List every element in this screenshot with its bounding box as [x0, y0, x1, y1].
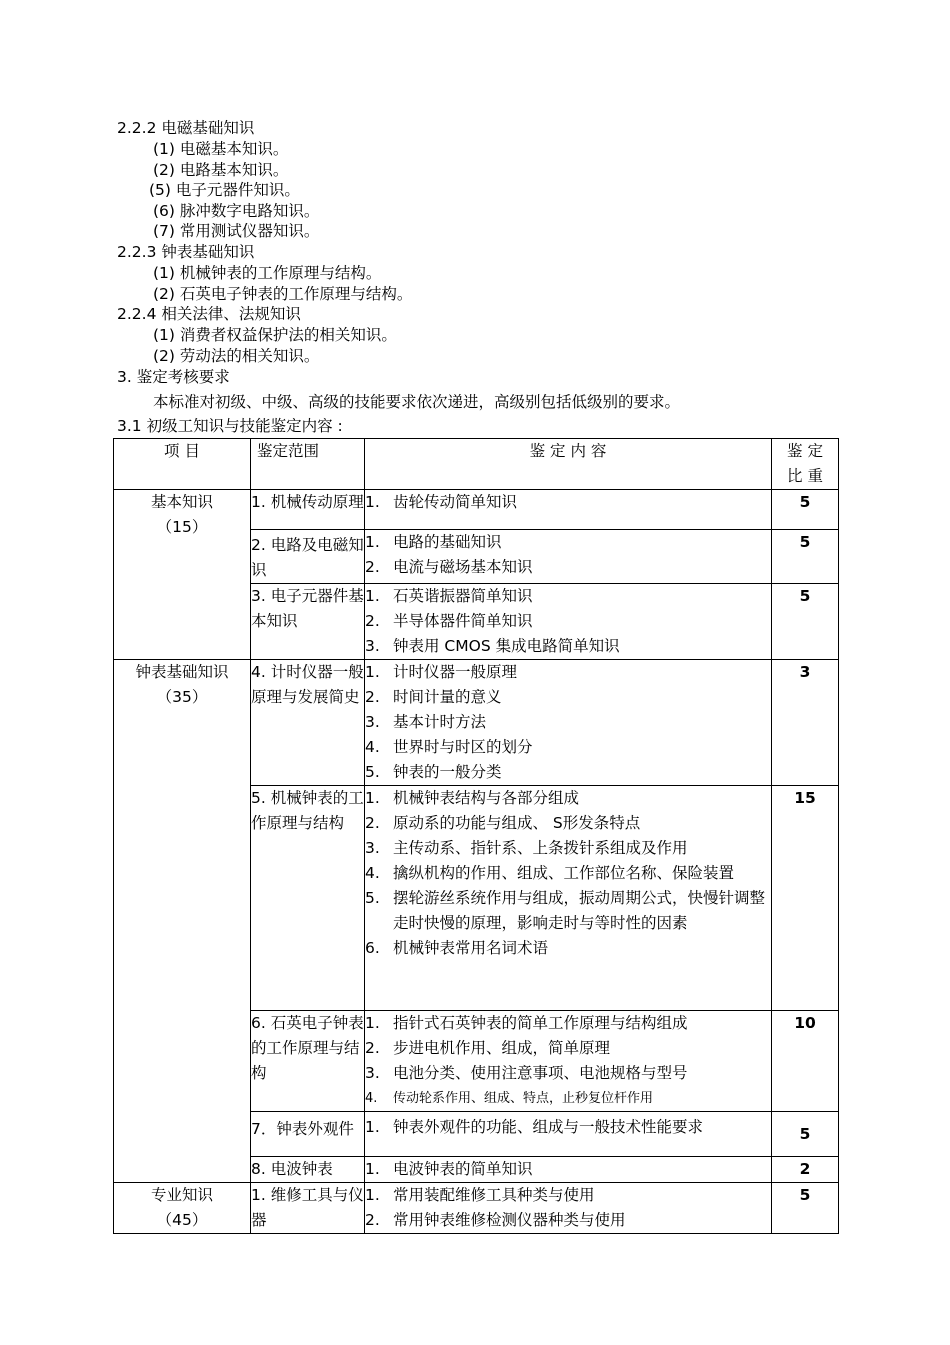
- list-item: 3. 基本计时方法: [365, 713, 487, 731]
- list-item: (2) 电路基本知识。: [153, 161, 289, 179]
- scope-cell: 6. 石英电子钟表的工作原理与结构: [251, 1011, 365, 1112]
- content-cell: [365, 530, 772, 584]
- content-cell: [365, 1183, 772, 1234]
- weight-cell: 2: [772, 1157, 839, 1183]
- section-heading-2-2-3: 2.2.3 钟表基础知识: [117, 243, 255, 261]
- list-item: 1. 计时仪器一般原理: [365, 663, 518, 681]
- group-title: 专业知识: [150, 1186, 213, 1204]
- list-item: (2) 劳动法的相关知识。: [153, 347, 320, 365]
- weight-cell: 5: [772, 1112, 839, 1157]
- list-item: 1. 电波钟表的简单知识: [365, 1160, 533, 1178]
- list-item: 3. 电池分类、使用注意事项、电池规格与型号: [365, 1064, 688, 1082]
- list-item: 4. 世界时与时区的划分: [365, 738, 533, 756]
- content-cell: [365, 1112, 772, 1157]
- content-cell: [365, 490, 772, 530]
- scope-cell: 2. 电路及电磁知识: [251, 530, 365, 584]
- header-weight: [772, 439, 839, 490]
- header-weight-bottom: 比 重: [787, 467, 823, 485]
- list-item: (5) 电子元器件知识。: [149, 181, 300, 199]
- table-row: [114, 490, 839, 530]
- list-item: (2) 石英电子钟表的工作原理与结构。: [153, 285, 413, 303]
- list-item: 2. 时间计量的意义: [365, 688, 502, 706]
- weight-cell: 10: [772, 1011, 839, 1112]
- group-score: （15）: [156, 518, 208, 536]
- assessment-table: [113, 438, 839, 1234]
- group-basic-knowledge: [114, 490, 251, 660]
- group-title: 钟表基础知识: [135, 663, 229, 681]
- list-item: 1. 钟表外观件的功能、组成与一般技术性能要求: [365, 1118, 704, 1136]
- table-row: [114, 1183, 839, 1234]
- list-item: 1. 石英谐振器简单知识: [365, 587, 533, 605]
- group-professional-knowledge: [114, 1183, 251, 1234]
- header-weight-top: 鉴 定: [787, 442, 823, 460]
- scope-cell: 8. 电波钟表: [251, 1157, 365, 1183]
- content-cell: [365, 584, 772, 660]
- list-item: 1. 常用装配维修工具种类与使用: [365, 1186, 595, 1204]
- weight-cell: 15: [772, 786, 839, 1011]
- list-item: 4. 传动轮系作用、组成、特点，止秒复位杆作用: [365, 1091, 654, 1106]
- list-item: (1) 机械钟表的工作原理与结构。: [153, 264, 382, 282]
- list-item: 1. 指针式石英钟表的简单工作原理与结构组成: [365, 1014, 688, 1032]
- list-item: 3. 主传动系、指针系、上条拨针系组成及作用: [365, 839, 688, 857]
- list-item: 1. 电路的基础知识: [365, 533, 502, 551]
- list-item: 2. 常用钟表维修检测仪器种类与使用: [365, 1211, 626, 1229]
- scope-cell: 5. 机械钟表的工作原理与结构: [251, 786, 365, 1011]
- table-row: [114, 660, 839, 786]
- list-item: 2. 半导体器件简单知识: [365, 612, 533, 630]
- list-item: 4. 擒纵机构的作用、组成、工作部位名称、保险装置: [365, 864, 735, 882]
- list-item: (7) 常用测试仪器知识。: [153, 222, 320, 240]
- header-content: 鉴 定 内 容: [365, 439, 772, 490]
- section-heading-3-1: 3.1 初级工知识与技能鉴定内容 :: [117, 417, 343, 435]
- group-title: 基本知识: [150, 493, 213, 511]
- list-item: 1. 齿轮传动简单知识: [365, 493, 518, 511]
- list-item: (1) 电磁基本知识。: [153, 140, 289, 158]
- weight-cell: 5: [772, 1183, 839, 1234]
- scope-cell: 1. 维修工具与仪器: [251, 1183, 365, 1234]
- weight-cell: 3: [772, 660, 839, 786]
- section-heading-3: 3. 鉴定考核要求: [117, 368, 230, 386]
- list-item: 5. 摆轮游丝系统作用与组成，振动周期公式，快慢针调整走时快慢的原理，影响走时与等时性的因素: [365, 889, 766, 932]
- paragraph: 本标准对初级、中级、高级的技能要求依次递进，高级别包括低级别的要求。: [153, 393, 681, 411]
- scope-cell: 7．钟表外观件: [251, 1112, 365, 1157]
- list-item: 5. 钟表的一般分类: [365, 763, 502, 781]
- section-heading-2-2-4: 2.2.4 相关法律、法规知识: [117, 305, 301, 323]
- weight-cell: 5: [772, 490, 839, 530]
- content-cell: [365, 1011, 772, 1112]
- scope-cell: 4. 计时仪器一般原理与发展简史: [251, 660, 365, 786]
- content-cell: [365, 786, 772, 1011]
- group-watch-basics: [114, 660, 251, 1183]
- list-item: 6. 机械钟表常用名词术语: [365, 939, 549, 957]
- list-item: (1) 消费者权益保护法的相关知识。: [153, 326, 397, 344]
- list-item: 2. 步进电机作用、组成，简单原理: [365, 1039, 611, 1057]
- content-cell: [365, 1157, 772, 1183]
- list-item: 2. 原动系的功能与组成、 S形发条特点: [365, 814, 641, 832]
- scope-cell: 3. 电子元器件基本知识: [251, 584, 365, 660]
- table-header-row: [114, 439, 839, 490]
- list-item: 2. 电流与磁场基本知识: [365, 558, 533, 576]
- content-cell: [365, 660, 772, 786]
- group-score: （35）: [156, 688, 208, 706]
- header-project: 项 目: [114, 439, 251, 490]
- weight-cell: 5: [772, 584, 839, 660]
- scope-cell: 1. 机械传动原理: [251, 490, 365, 530]
- header-scope: 鉴定范围: [251, 439, 365, 490]
- group-score: （45）: [156, 1211, 208, 1229]
- list-item: 1. 机械钟表结构与各部分组成: [365, 789, 580, 807]
- list-item: 3. 钟表用 CMOS 集成电路简单知识: [365, 637, 620, 655]
- weight-cell: 5: [772, 530, 839, 584]
- list-item: (6) 脉冲数字电路知识。: [153, 202, 320, 220]
- section-heading-2-2-2: 2.2.2 电磁基础知识: [117, 119, 255, 137]
